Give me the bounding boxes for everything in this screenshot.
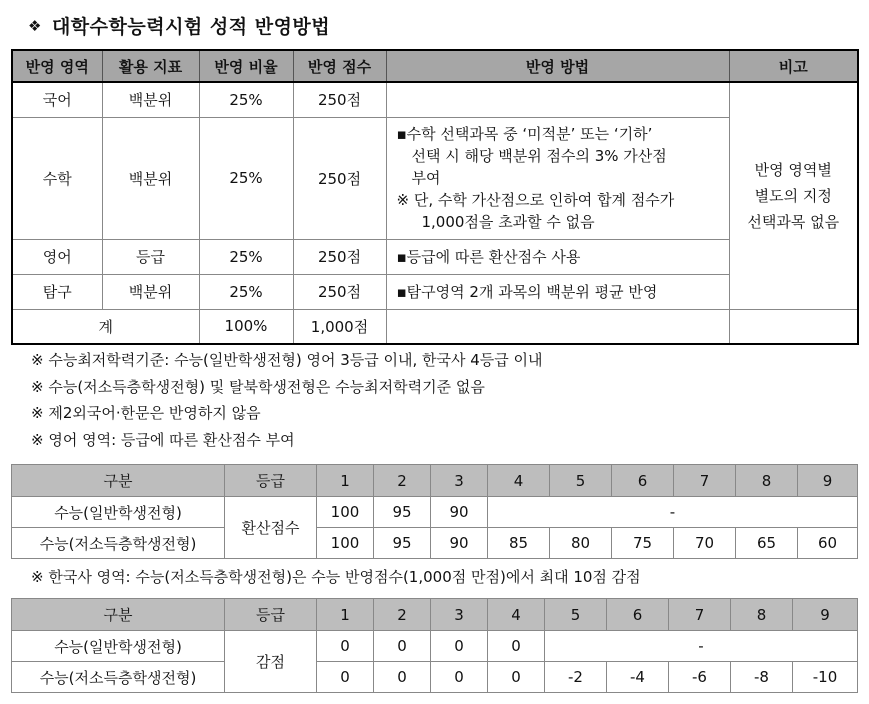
header-grade-num: 8	[731, 599, 793, 631]
score-cell: 250점	[293, 82, 386, 117]
value-cell: 0	[488, 631, 545, 662]
value-cell: 100	[317, 497, 374, 528]
ratio-cell: 25%	[199, 82, 293, 117]
remark-line: 선택과목 없음	[747, 212, 840, 231]
header-grade-num: 3	[431, 465, 488, 497]
method-line: 1,000점을 초과할 수 없음	[421, 213, 595, 231]
header-grade-num: 6	[607, 599, 669, 631]
score-cell: 250점	[293, 117, 386, 239]
row-label: 수능(저소득층학생전형)	[12, 662, 225, 693]
score-cell: 250점	[293, 274, 386, 309]
header-category: 구분	[12, 599, 225, 631]
row-label: 수능(일반학생전형)	[12, 497, 225, 528]
header-grade-num: 2	[374, 599, 431, 631]
remark-cell	[729, 309, 858, 344]
value-cell: 85	[488, 528, 550, 559]
header-grade-num: 6	[612, 465, 674, 497]
index-cell: 백분위	[102, 117, 199, 239]
value-cell: 70	[674, 528, 736, 559]
header-grade-num: 9	[793, 599, 858, 631]
table-header-row	[12, 50, 858, 82]
header-grade-num: 7	[674, 465, 736, 497]
header-remark: 비고	[729, 50, 858, 82]
method-cell	[386, 309, 729, 344]
index-cell: 백분위	[102, 274, 199, 309]
header-grade: 등급	[225, 465, 317, 497]
header-grade-num: 4	[488, 465, 550, 497]
note-item: ※ 제2외국어·한문은 반영하지 않음	[31, 404, 261, 422]
remark-line: 반영 영역별	[754, 160, 832, 179]
header-grade-num: 1	[317, 465, 374, 497]
header-grade: 등급	[225, 599, 317, 631]
method-line: ※ 단, 수학 가산점으로 인하여 합계 점수가	[396, 191, 675, 209]
total-score: 1,000점	[293, 309, 386, 344]
header-grade-num: 3	[431, 599, 488, 631]
value-cell: 0	[431, 631, 488, 662]
merged-label: 환산점수	[225, 497, 317, 559]
method-cell	[386, 117, 729, 239]
total-label: 계	[12, 309, 199, 344]
note-item: ※ 영어 영역: 등급에 따른 환산점수 부여	[31, 430, 295, 449]
value-cell: 0	[374, 662, 431, 693]
table-row	[12, 528, 858, 559]
area-cell: 수학	[12, 117, 102, 239]
value-cell: -4	[607, 662, 669, 693]
row-label: 수능(저소득층학생전형)	[12, 528, 225, 559]
table-row	[12, 662, 858, 693]
history-note: ※ 한국사 영역: 수능(저소득층학생전형)은 수능 반영점수(1,000점 만점)에서 최대 10점 감점	[31, 568, 641, 586]
value-cell: 0	[374, 631, 431, 662]
value-cell: -8	[731, 662, 793, 693]
header-grade-num: 9	[798, 465, 858, 497]
header-grade-num: 5	[550, 465, 612, 497]
ratio-cell: 25%	[199, 117, 293, 239]
value-cell: 90	[431, 528, 488, 559]
value-cell: 95	[374, 528, 431, 559]
header-grade-num: 1	[317, 599, 374, 631]
ratio-cell: 25%	[199, 239, 293, 274]
method-line: 부여	[411, 169, 441, 187]
header-index: 활용 지표	[102, 50, 199, 82]
total-row	[12, 309, 858, 344]
area-cell: 국어	[12, 82, 102, 117]
header-area: 반영 영역	[12, 50, 102, 82]
method-cell	[386, 82, 729, 117]
method-cell: ▪등급에 따른 환산점수 사용	[386, 239, 729, 274]
diamond-bullet-icon: ❖	[28, 16, 42, 35]
value-cell: -10	[793, 662, 858, 693]
remark-cell	[729, 82, 858, 309]
method-line: ▪수학 선택과목 중 ‘미적분’ 또는 ‘기하’	[396, 125, 653, 143]
history-deduction-table	[11, 598, 858, 693]
value-cell: 75	[612, 528, 674, 559]
header-grade-num: 7	[669, 599, 731, 631]
value-cell: 100	[317, 528, 374, 559]
table-header-row	[12, 599, 858, 631]
header-method: 반영 방법	[386, 50, 729, 82]
header-grade-num: 4	[488, 599, 545, 631]
value-cell: 90	[431, 497, 488, 528]
value-cell: -	[488, 497, 858, 528]
table-header-row	[12, 465, 858, 497]
reflection-method-table	[11, 49, 859, 345]
table-row	[12, 497, 858, 528]
total-ratio: 100%	[199, 309, 293, 344]
value-cell: 80	[550, 528, 612, 559]
method-line: 선택 시 해당 백분위 점수의 3% 가산점	[411, 147, 667, 165]
area-cell: 탐구	[12, 274, 102, 309]
page-title	[28, 12, 330, 39]
value-cell: 0	[317, 631, 374, 662]
value-cell: 0	[431, 662, 488, 693]
value-cell: -6	[669, 662, 731, 693]
score-cell: 250점	[293, 239, 386, 274]
header-category: 구분	[12, 465, 225, 497]
header-grade-num: 5	[545, 599, 607, 631]
value-cell: 95	[374, 497, 431, 528]
table-row	[12, 631, 858, 662]
area-cell: 영어	[12, 239, 102, 274]
value-cell: -2	[545, 662, 607, 693]
value-cell: -	[545, 631, 858, 662]
page-title-text: 대학수학능력시험 성적 반영방법	[51, 16, 331, 38]
value-cell: 65	[736, 528, 798, 559]
remark-line: 별도의 지정	[754, 186, 832, 205]
index-cell: 백분위	[102, 82, 199, 117]
notes-list	[31, 347, 543, 453]
value-cell: 0	[317, 662, 374, 693]
table-row	[12, 82, 858, 117]
header-grade-num: 8	[736, 465, 798, 497]
header-grade-num: 2	[374, 465, 431, 497]
value-cell: 60	[798, 528, 858, 559]
header-score: 반영 점수	[293, 50, 386, 82]
ratio-cell: 25%	[199, 274, 293, 309]
merged-label: 감점	[225, 631, 317, 693]
english-conversion-table	[11, 464, 858, 559]
index-cell: 등급	[102, 239, 199, 274]
method-cell: ▪탐구영역 2개 과목의 백분위 평균 반영	[386, 274, 729, 309]
value-cell: 0	[488, 662, 545, 693]
row-label: 수능(일반학생전형)	[12, 631, 225, 662]
header-ratio: 반영 비율	[199, 50, 293, 82]
note-item: ※ 수능최저학력기준: 수능(일반학생전형) 영어 3등급 이내, 한국사 4등급 이내	[31, 351, 543, 369]
note-item: ※ 수능(저소득층학생전형) 및 탈북학생전형은 수능최저학력기준 없음	[31, 377, 485, 396]
